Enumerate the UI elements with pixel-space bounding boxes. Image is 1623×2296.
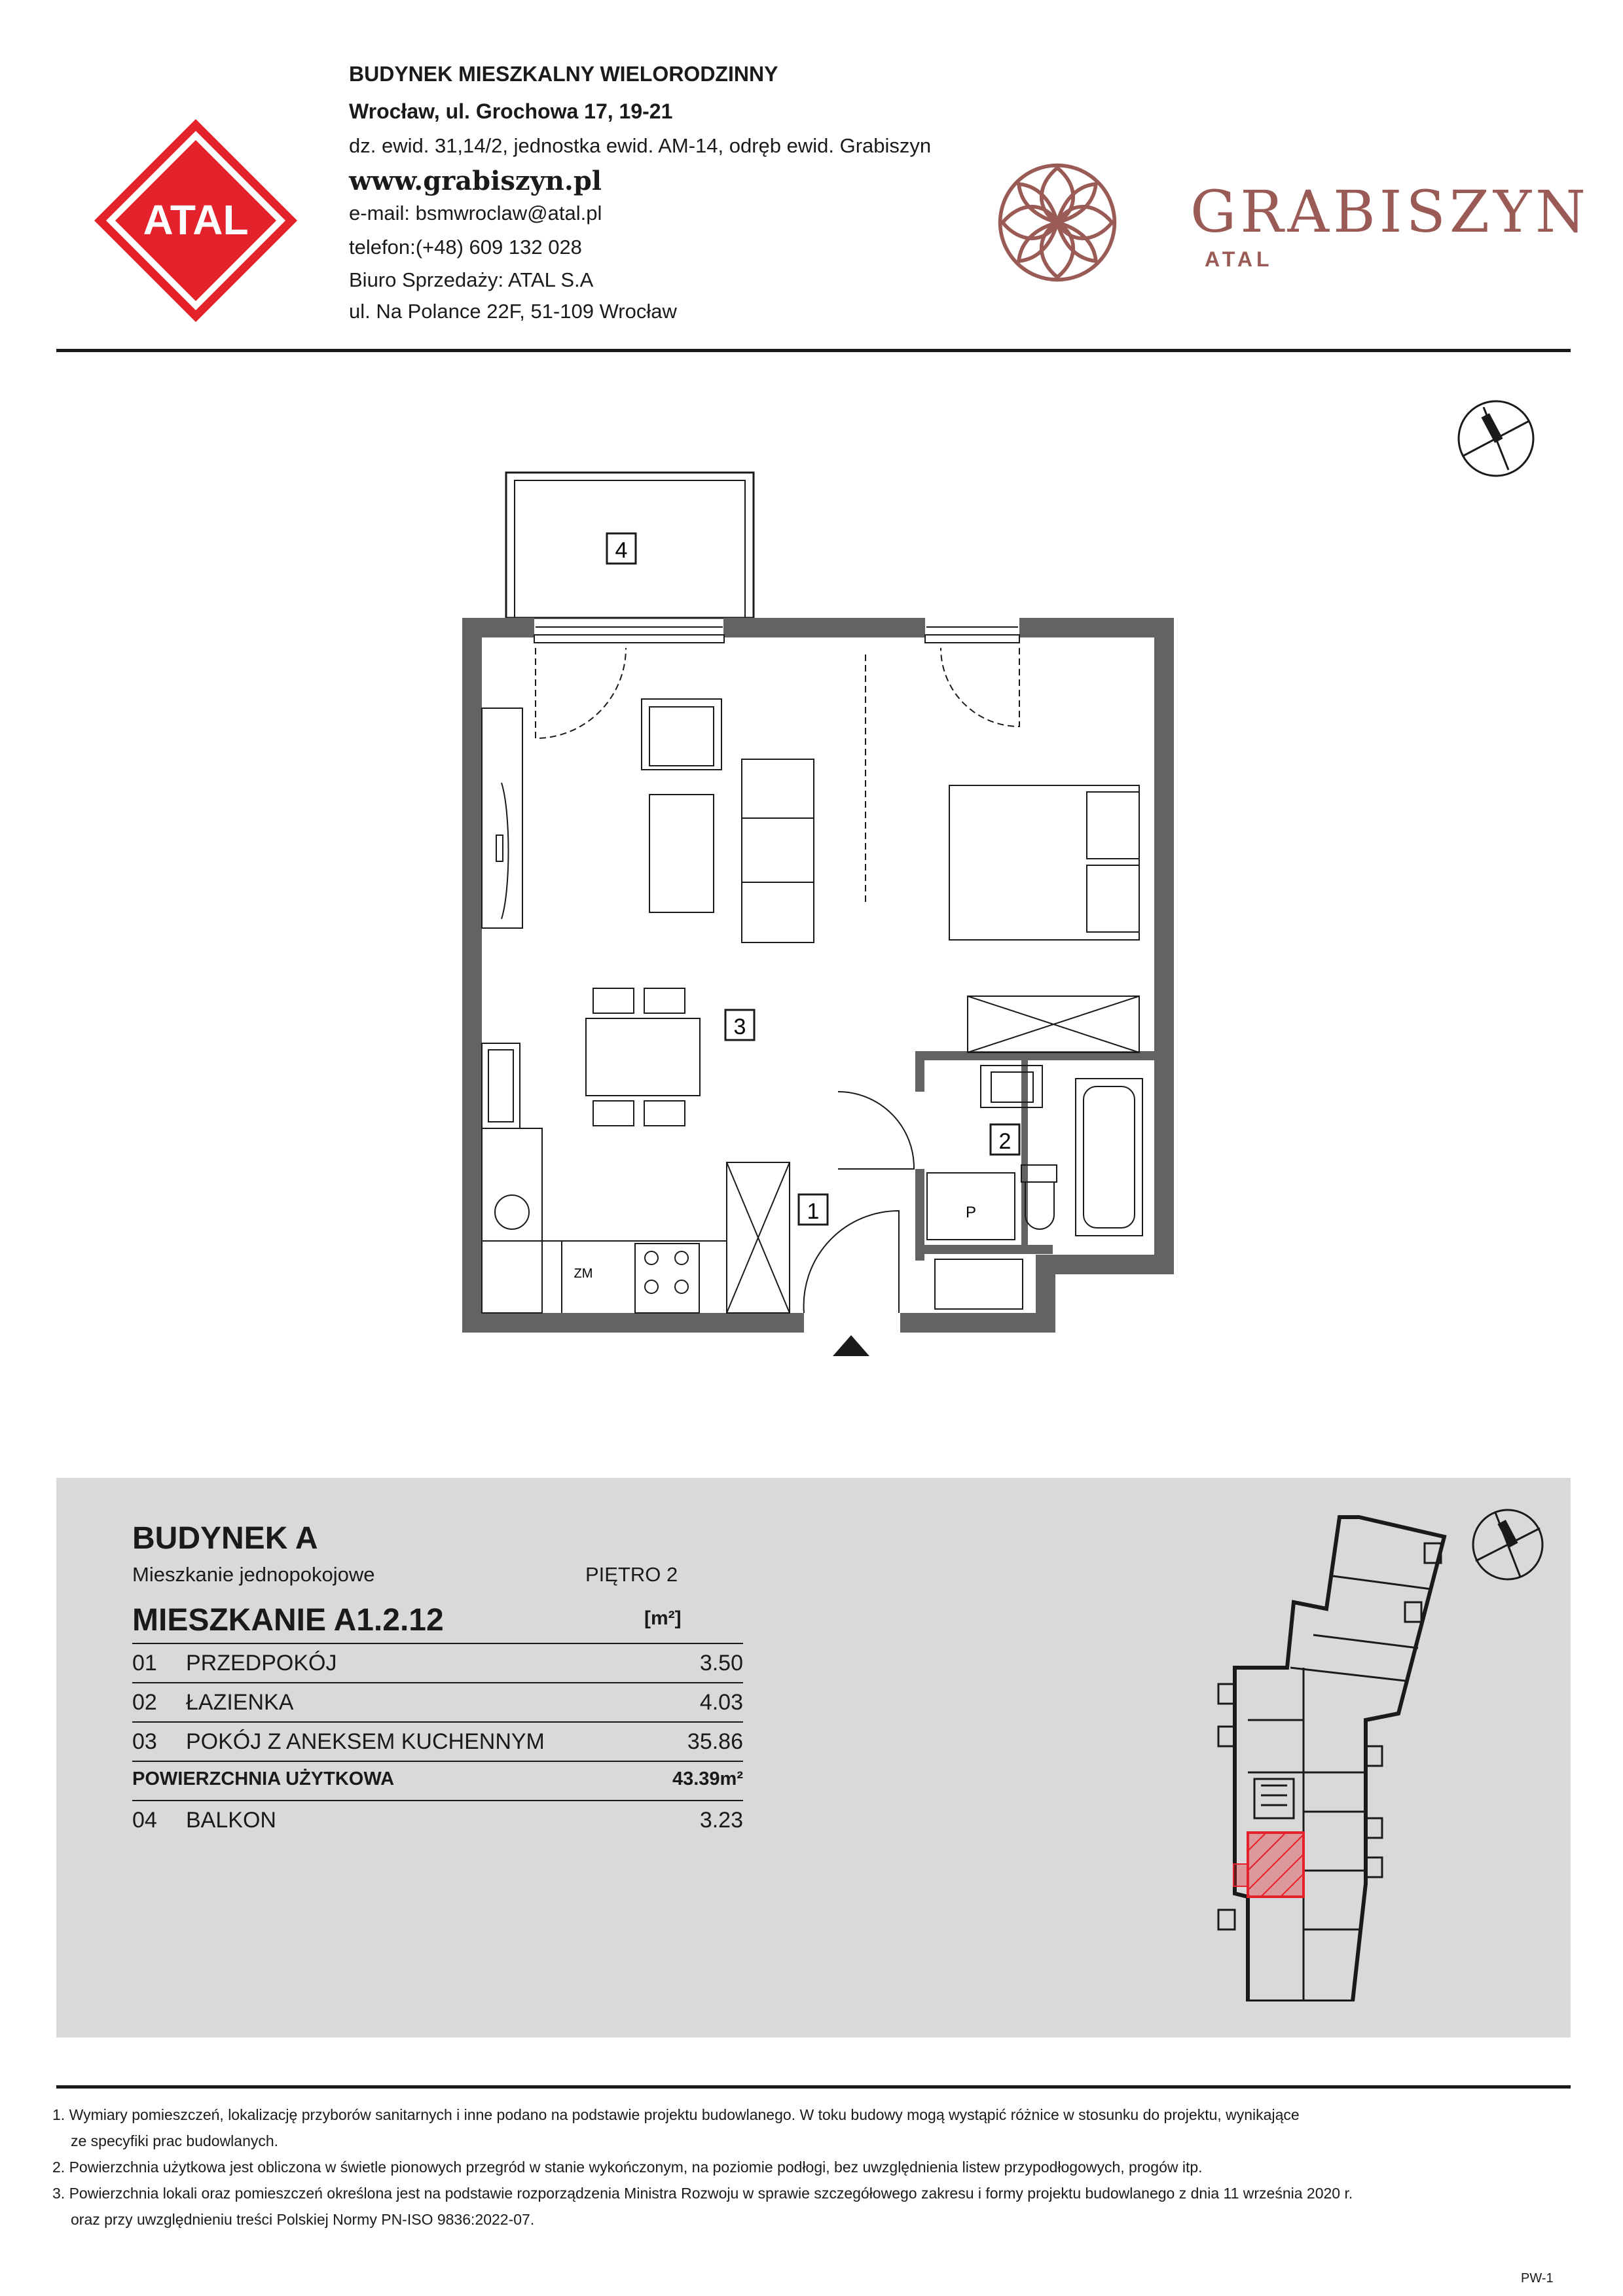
document-title: BUDYNEK MIESZKALNY WIELORODZINNY xyxy=(349,62,778,86)
note-3-cont: oraz przy uwzględnieniu treści Polskiej Normy PN-ISO 9836:2022-07. xyxy=(71,2211,535,2228)
usable-area-row xyxy=(132,1762,743,1800)
balcony-row: 04 BALKON 3.23 xyxy=(132,1808,743,1833)
building-address: Wrocław, ul. Grochowa 17, 19-21 xyxy=(349,99,673,123)
note-1-cont: ze specyfiki prac budowlanych. xyxy=(71,2132,279,2149)
phone-number: telefon:(+48) 609 132 028 xyxy=(349,236,582,259)
sales-office: Biuro Sprzedaży: ATAL S.A xyxy=(349,268,594,291)
room-number-3: 3 xyxy=(733,1014,746,1039)
room-number-4: 4 xyxy=(615,538,628,563)
compass-icon xyxy=(1459,401,1533,476)
room-number-1: 1 xyxy=(807,1199,820,1224)
compass-icon xyxy=(1470,1507,1546,1583)
atal-logo xyxy=(92,117,300,325)
brand-name: GRABISZYN xyxy=(1190,178,1590,245)
building-key-plan xyxy=(1156,1504,1484,2001)
brand-subtitle: ATAL xyxy=(1205,247,1273,271)
note-3: 3. Powierzchnia lokali oraz pomieszczeń określona jest na podstawie rozporządzenia Ministra Rozwoju w sprawie szczegółowego zakresu i formy projektu budowlanego z dnia 11 września 2020 r. xyxy=(52,2185,1353,2202)
footer-divider xyxy=(56,2085,1571,2089)
floor-plan xyxy=(0,360,1623,1407)
door-swings xyxy=(536,648,1019,903)
atal-logo-text: ATAL xyxy=(143,196,249,243)
usable-area-label: POWIERZCHNIA UŻYTKOWA xyxy=(132,1768,395,1789)
info-panel xyxy=(56,1478,1571,2037)
room-number-2: 2 xyxy=(998,1129,1012,1154)
living-furniture xyxy=(586,699,1139,1126)
plot-info: dz. ewid. 31,14/2, jednostka ewid. AM-14, odręb ewid. Grabiszyn xyxy=(349,134,932,157)
technical-niche-label: ZM xyxy=(574,1266,593,1281)
room-row: 02 ŁAZIENKA 4.03 xyxy=(132,1690,743,1715)
apartment-type: Mieszkanie jednopokojowe xyxy=(132,1563,375,1586)
email-link[interactable]: e-mail: bsmwroclaw@atal.pl xyxy=(349,202,602,224)
shaft-label: P xyxy=(965,1204,977,1221)
note-1: 1. Wymiary pomieszczeń, lokalizację przyborów sanitarnych i inne podano na podstawie projektu budowlanego. W toku budowy mogą wystąpić różnice w stosunku do projektu, wynikające xyxy=(52,2106,1300,2123)
building-title: BUDYNEK A xyxy=(132,1521,318,1556)
page-code: PW-1 xyxy=(1521,2271,1554,2286)
sales-office-address: ul. Na Polance 22F, 51-109 Wrocław xyxy=(349,300,677,323)
note-2: 2. Powierzchnia użytkowa jest obliczona w świetle pionowych przegród w stanie wykończonym, na poziomie podłogi, bez uwzględnienia listew przypodłogowych, progów itp. xyxy=(52,2159,1203,2176)
room-row: 01 PRZEDPOKÓJ 3.50 xyxy=(132,1651,743,1676)
floor-label: PIĘTRO 2 xyxy=(585,1563,678,1586)
entrance-arrow-icon xyxy=(833,1335,869,1356)
room-row: 03 POKÓJ Z ANEKSEM KUCHENNYM 35.86 xyxy=(132,1729,743,1754)
website-link[interactable]: www.grabiszyn.pl xyxy=(349,166,602,196)
header-divider xyxy=(56,349,1571,352)
usable-area-value: 43.39m² xyxy=(672,1768,743,1789)
interior-walls xyxy=(915,1051,1154,1261)
unit-title: MIESZKANIE A1.2.12 xyxy=(132,1603,444,1638)
grabiszyn-emblem-icon xyxy=(995,160,1120,285)
area-unit-label: [m²] xyxy=(644,1607,682,1629)
